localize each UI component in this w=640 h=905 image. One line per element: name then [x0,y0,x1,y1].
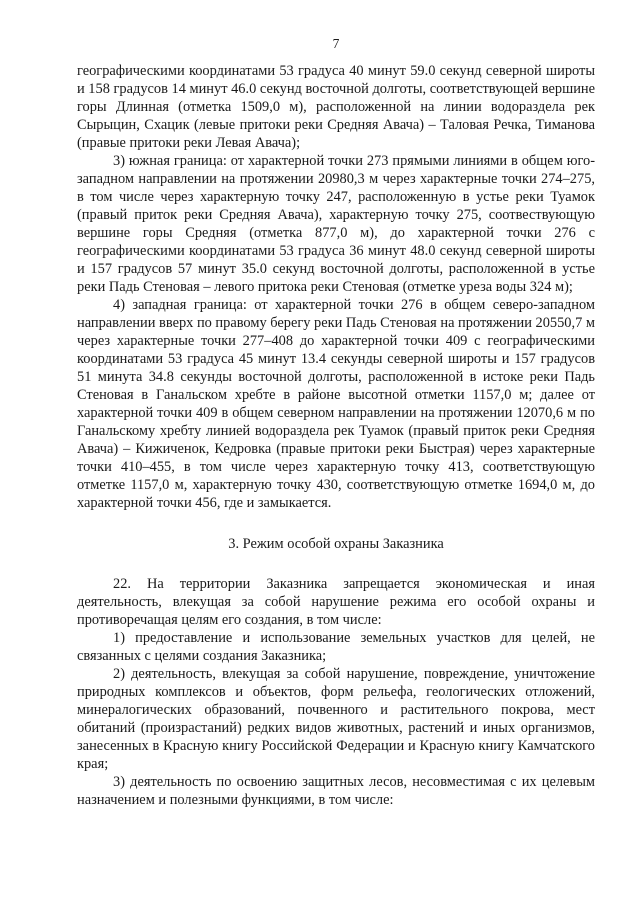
boundary-paragraph-continuation: географическими координатами 53 градуса 40 минут 59.0 секунд северной широты и 158 градусов 14 минут 46.0 секунд восточной долготы, соответствующей вершине горы Длинная (отметка 1509,0 м), расположенной на линии водораздела рек Сырыцин, Схацик (левые притоки реки Средняя Авача) – Таловая Речка, Тиманова (правые притоки реки Левая Авача); [77,63,595,151]
prohibition-item-2: 2) деятельность, влекущая за собой нарушение, повреждение, уничтожение природных комплексов и объектов, форм рельефа, геологических отложений, минералогических образований, почвенного и растительного покрова, мест обитаний (произрастаний) редких видов животных, растений и иных организмов, занесенных в Красную книгу Российской Федерации и Красную книгу Камчатского края; [77,666,595,772]
prohibition-item-1: 1) предоставление и использование земельных участков для целей, не связанных с целями создания Заказника; [77,630,595,664]
western-boundary-paragraph: 4) западная граница: от характерной точки 276 в общем северо-западном направлении вверх по правому берегу реки Падь Стеновая на протяжении 20550,7 м через характерные точки 277–408 до характерной точки 409 с географическими координатами 53 градуса 45 минут 13.4 секунды северной широты и 157 градусов 51 минута 34.8 секунды восточной долготы, расположенной в истоке реки Падь Стеновая в Ганальском хребте в районе высотной отметки 1157,0 м; далее от характерной точки 409 в общем северном направлении на протяжении 12070,6 м по Ганальскому хребту линией водораздела рек Туамок (правый приток реки Средняя Авача) – Кижиченок, Кедровка (правые притоки реки Быстрая) через характерные точки 410–455, в том числе через характерную точку 413, соответствующую отметке 1157,0 м, характерную точку 430, соответствующую отметке 1694,0 м, до характерной точки 456, где и замыкается. [77,297,595,511]
section-heading: 3. Режим особой охраны Заказника [228,536,444,552]
prohibition-intro-paragraph: 22. На территории Заказника запрещается экономическая и иная деятельность, влекущая за собой нарушение режима его особой охраны и противоречащая целям его создания, в том числе: [77,576,595,628]
southern-boundary-paragraph: 3) южная граница: от характерной точки 273 прямыми линиями в общем юго-западном направлении на протяжении 20980,3 м через характерные точки 274–275, в том числе через характерную точку 247, расположенную в устье реки Туамок (правый приток реки Средняя Авача), характерную точку 275, соотвествующую вершине горы Средняя (отметка 877,0 м), до характерной точки 276 с географическими координатами 53 градуса 36 минут 48.0 секунд северной широты и 157 градусов 57 минут 35.0 секунд восточной долготы, расположенной в устье реки Падь Стеновая – левого притока реки Стеновая (отметке уреза воды 324 м); [77,153,595,295]
prohibition-item-3: 3) деятельность по освоению защитных лесов, несовместимая с их целевым назначением и полезными функциями, в том числе: [77,774,595,808]
page-number: 7 [332,36,340,51]
